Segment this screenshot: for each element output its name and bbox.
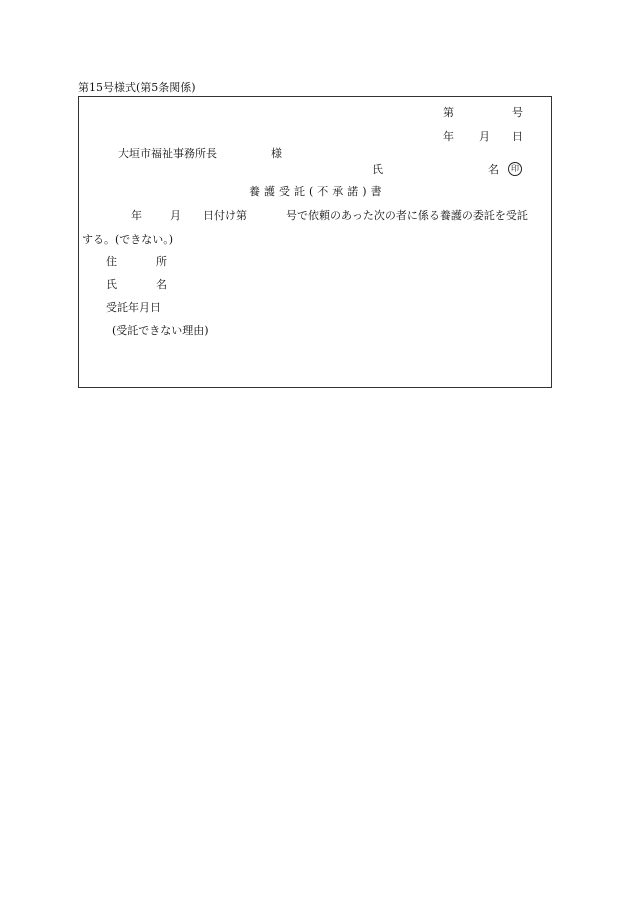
refusal-reason-label: (受託できない理由)	[112, 324, 209, 337]
person-name-label-b: 名	[156, 278, 167, 291]
entrustment-date-label: 受託年月日	[106, 301, 161, 314]
date-day-label: 日	[512, 130, 523, 143]
sender-name-label-mei: 名	[488, 163, 499, 176]
address-label-a: 住	[106, 255, 117, 268]
form-number-label: 第15号様式(第5条関係)	[78, 81, 196, 94]
seal-icon: 印	[508, 162, 522, 176]
sender-name-label-shi: 氏	[372, 163, 383, 176]
date-month-label: 月	[479, 130, 490, 143]
body-month-label: 月	[170, 209, 181, 222]
body-line-2: する。(できない。)	[82, 233, 174, 246]
seal-mark	[508, 162, 522, 176]
address-label-b: 所	[156, 255, 167, 268]
date-year-label: 年	[443, 130, 454, 143]
person-name-label-a: 氏	[106, 278, 117, 291]
body-day-reference: 日付け第	[203, 209, 247, 222]
addressee-honorific: 様	[271, 147, 282, 160]
addressee-name: 大垣市福祉事務所長	[118, 147, 217, 160]
number-suffix: 号	[512, 106, 523, 119]
body-line-1: 号で依頼のあった次の者に係る養護の委託を受託	[286, 209, 528, 222]
number-prefix: 第	[443, 106, 454, 119]
document-title: 養護受託(不承諾)書	[249, 185, 386, 198]
body-year-label: 年	[131, 209, 142, 222]
